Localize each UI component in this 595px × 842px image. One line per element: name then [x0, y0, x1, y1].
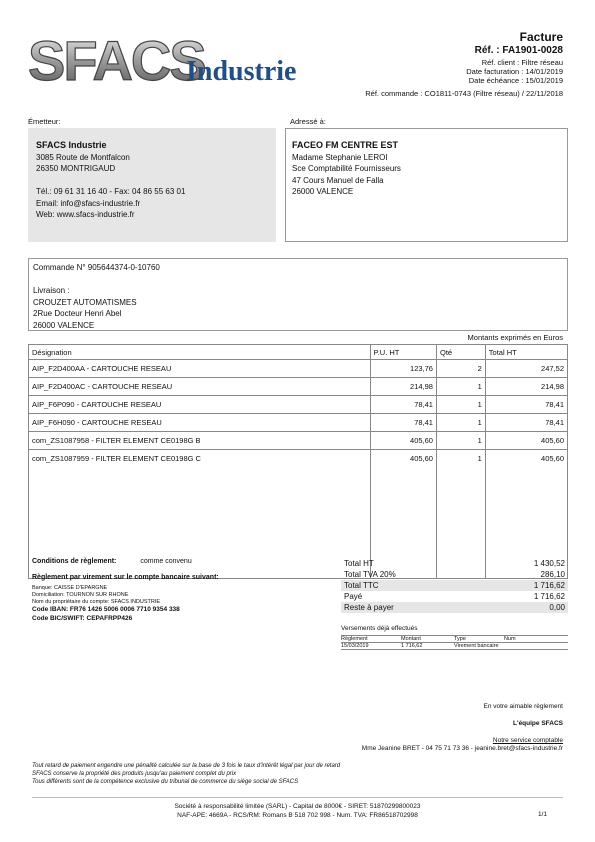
accounting-service: Notre service comptable	[492, 737, 563, 745]
payments-block	[341, 625, 568, 650]
total-paid-row	[341, 591, 568, 602]
bank-iban: Code IBAN: FR76 1426 5006 0006 7710 9354 338	[32, 606, 180, 613]
total-value: 1 716,62	[533, 592, 565, 601]
payment-conditions	[32, 558, 312, 623]
signature-block	[362, 703, 563, 754]
cell-qty: 1	[436, 450, 485, 468]
total-value: 286,10	[540, 570, 565, 579]
cell-designation: AIP_F6H090 - CARTOUCHE RESEAU	[29, 414, 371, 432]
bank-domiciliation: Domiciliation: TOURNON SUR RHONE	[32, 592, 129, 598]
bank-name: Banque: CAISSE D'EPARGNE	[32, 585, 108, 591]
col-designation: Désignation	[29, 345, 371, 360]
recipient-dept: Sce Comptabilité Fournisseurs	[292, 164, 401, 173]
cell-total: 78,41	[485, 414, 567, 432]
invoice-title: Facture	[519, 30, 563, 44]
emitter-name: SFACS Industrie	[36, 140, 107, 150]
payments-col: Num	[504, 636, 516, 642]
cell-designation: AIP_F6P090 - CARTOUCHE RESEAU	[29, 396, 371, 414]
cell-qty: 1	[436, 396, 485, 414]
total-label: Total TVA 20%	[344, 570, 396, 579]
payment-type: Virement bancaire	[454, 643, 499, 649]
total-tva-row	[341, 569, 568, 580]
due-date: Date échéance : 15/01/2019	[468, 76, 563, 86]
cell-pu: 123,76	[370, 360, 436, 378]
cell-pu: 405,60	[370, 450, 436, 468]
total-value: 0,00	[549, 603, 565, 612]
cell-total: 405,60	[485, 432, 567, 450]
order-number: Commande N° 905644374-0-10760	[33, 263, 160, 272]
total-value: 1 716,62	[533, 581, 565, 590]
footer-line2: NAF-APE: 4669A - RCS/RM: Romans B 518 702 998 - Num. TVA: FR86518702998	[177, 812, 418, 819]
emitter-street: 3085 Route de Montfalcon	[36, 152, 130, 162]
cell-total: 405,60	[485, 450, 567, 468]
page-number: 1/1	[537, 811, 547, 818]
cell-pu: 78,41	[370, 414, 436, 432]
table-row	[29, 396, 568, 414]
payments-col: Type	[454, 636, 466, 642]
cell-designation: AIP_F2D400AC - CARTOUCHE RESEAU	[29, 378, 371, 396]
legal-line: Tous différents sont de la compétence exclusive du tribunal de commerce du siège social de SFACS	[32, 779, 299, 785]
recipient-contact: Madame Stephanie LEROI	[292, 152, 388, 162]
payment-amount: 1 716,62	[401, 643, 423, 649]
cell-total: 247,52	[485, 360, 567, 378]
total-label: Reste à payer	[344, 603, 394, 612]
payments-col: Règlement	[341, 636, 368, 642]
order-block	[28, 258, 568, 331]
total-remaining-row	[341, 602, 568, 613]
table-row	[29, 450, 568, 468]
recipient-block	[285, 128, 568, 242]
delivery-label: Livraison :	[33, 286, 70, 295]
cell-qty: 1	[436, 378, 485, 396]
col-qty: Qté	[436, 345, 485, 360]
col-total: Total HT	[485, 345, 567, 360]
payment-date: 15/03/2019	[341, 643, 369, 649]
delivery-street: 2Rue Docteur Henri Abel	[33, 309, 122, 318]
footer-divider	[32, 797, 563, 798]
logo-suffix: Industrie	[186, 56, 297, 87]
cell-qty: 2	[436, 360, 485, 378]
emitter-label: Émetteur:	[28, 117, 61, 126]
invoice-ref: Réf. : FA1901-0028	[474, 45, 563, 56]
order-ref: Réf. commande : CO1811-0743 (Filtre réseau) / 22/11/2018	[365, 89, 563, 98]
footer	[0, 802, 595, 820]
conditions-value: comme convenu	[140, 558, 192, 565]
payments-header	[341, 635, 568, 643]
team-name: L'équipe SFACS	[513, 720, 563, 728]
total-label: Total TTC	[344, 581, 379, 590]
table-row	[29, 378, 568, 396]
emitter-city: 26350 MONTRIGAUD	[36, 164, 116, 173]
sfacs-logo	[28, 30, 318, 90]
payments-row	[341, 643, 568, 650]
logo-brand: SFACS	[28, 30, 205, 90]
virement-title: Règlement par virement sur le compte bancaire suivant:	[32, 573, 219, 581]
footer-line1: Société à responsabilité limitée (SARL) - Capital de 8000€ - SIRET: 51870299800023	[174, 803, 421, 810]
invoice-date: Date facturation : 14/01/2019	[466, 66, 563, 76]
cell-qty: 1	[436, 432, 485, 450]
recipient-label: Adressé à:	[290, 117, 326, 126]
cell-pu: 405,60	[370, 432, 436, 450]
emitter-block	[28, 128, 276, 242]
emitter-email: Email: info@sfacs-industrie.fr	[36, 198, 141, 208]
conditions-label: Conditions de règlement:	[32, 558, 117, 565]
delivery-company: CROUZET AUTOMATISMES	[33, 297, 137, 307]
payment-num	[504, 643, 568, 649]
total-value: 1 430,52	[533, 559, 565, 568]
invoice-header	[466, 30, 563, 86]
total-label: Total HT	[344, 559, 374, 568]
cell-pu: 214,98	[370, 378, 436, 396]
cell-designation: com_ZS1087959 - FILTER ELEMENT CE0198G C	[29, 450, 371, 468]
recipient-city: 26000 VALENCE	[292, 187, 354, 196]
table-row	[29, 414, 568, 432]
payments-col: Montant	[401, 636, 421, 642]
cell-qty: 1	[436, 414, 485, 432]
legal-line: Tout retard de paiement engendre une pénalité calculée sur la base de 3 fois le taux d'intérêt légal par jour de retard	[32, 763, 341, 769]
emitter-web: Web: www.sfacs-industrie.fr	[36, 210, 135, 219]
accounting-contact: Mme Jeanine BRET - 04 75 71 73 36 - jeanine.bret@sfacs-industrie.fr	[361, 745, 563, 753]
total-ttc-row	[341, 580, 568, 591]
invoice-lines-table	[28, 344, 568, 579]
currency-note: Montants exprimés en Euros	[467, 333, 563, 342]
delivery-city: 26000 VALENCE	[33, 320, 95, 330]
payments-title: Versements déjà effectués	[341, 625, 418, 632]
cell-designation: AIP_F2D400AA - CARTOUCHE RESEAU	[29, 360, 371, 378]
table-row	[29, 360, 568, 378]
cell-pu: 78,41	[370, 396, 436, 414]
legal-line: SFACS conserve la propriété des produits jusqu'au paiement complet du prix	[32, 771, 237, 777]
col-pu: P.U. HT	[370, 345, 436, 360]
cell-designation: com_ZS1087958 - FILTER ELEMENT CE0198G B	[29, 432, 371, 450]
bank-owner: Nom du propriétaire du compte: SFACS INDUSTRIE	[32, 599, 161, 605]
legal-notes	[32, 762, 340, 786]
emitter-phone: Tél.: 09 61 31 16 40 - Fax: 04 86 55 63 01	[36, 187, 186, 196]
totals-block	[341, 558, 568, 613]
cell-total: 214,98	[485, 378, 567, 396]
bank-bic: Code BIC/SWIFT: CEPAFRPP426	[32, 614, 133, 622]
total-label: Payé	[344, 592, 363, 601]
total-ht-row	[341, 558, 568, 569]
cell-total: 78,41	[485, 396, 567, 414]
recipient-street: 47 Cours Manuel de Falla	[292, 175, 384, 185]
recipient-name: FACEO FM CENTRE EST	[292, 140, 399, 150]
greeting: En votre aimable règlement	[483, 703, 563, 710]
table-row	[29, 432, 568, 450]
client-ref: Réf. client : Filtre réseau	[481, 57, 563, 67]
